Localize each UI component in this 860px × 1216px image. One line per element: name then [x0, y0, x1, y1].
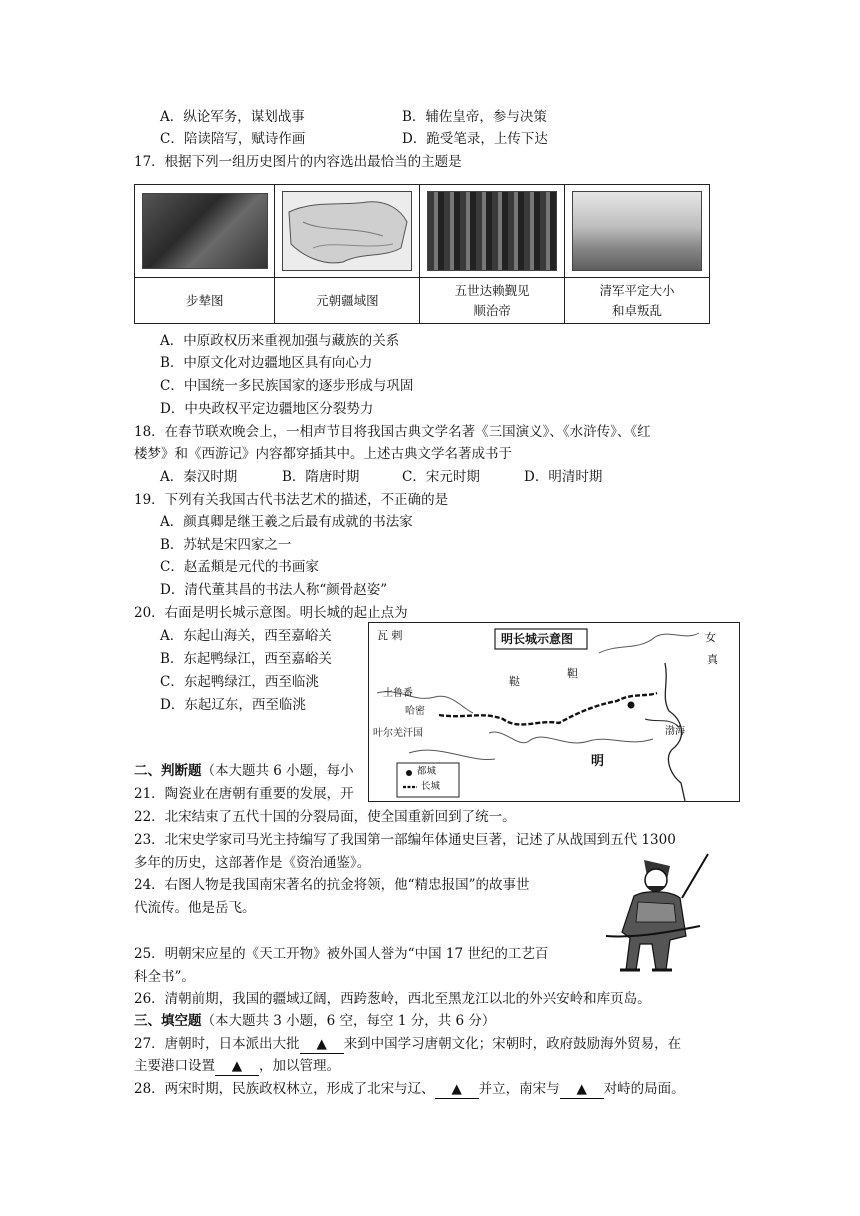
- qing-army-campaign-painting: [572, 191, 702, 271]
- q19-option-d: D．清代董其昌的书法人称“颜骨赵姿”: [160, 582, 388, 598]
- section2-desc: （本大题共 6 小题，每小: [201, 763, 354, 779]
- q27-text-part1: 27．唐朝时，日本派出大批: [134, 1036, 300, 1052]
- map-legend-capital: 都城: [417, 766, 437, 777]
- q20-option-d: D．东起辽东，西至临洮: [160, 697, 306, 713]
- q28-answer-blank-2[interactable]: ▲: [560, 1080, 604, 1099]
- caption-line: 元朝疆域图: [316, 292, 379, 308]
- section3-desc: （本大题共 3 小题，6 空，每空 1 分，共 6 分）: [201, 1013, 496, 1029]
- caption-line: 步辇图: [185, 292, 224, 308]
- map-legend-wall: 长城: [421, 781, 441, 792]
- q26-text: 26．清朝前期，我国的疆域辽阔，西跨葱岭，西北至黑龙江以北的外兴安岭和库页岛。: [134, 991, 651, 1007]
- q18-option-c: C．宋元时期: [402, 469, 480, 485]
- yuan-map-sketch: [283, 192, 411, 270]
- q28-line: [134, 1078, 685, 1100]
- q27-text-part2: 来到中国学习唐朝文化；宋朝时，政府鼓励海外贸易，在: [343, 1036, 682, 1052]
- section2-heading: 二、判断题: [134, 763, 202, 779]
- q16-option-b: B．辅佐皇帝，参与决策: [402, 109, 547, 125]
- q18-option-a: A．秦汉时期: [160, 469, 238, 485]
- dalai-lama-audience-painting: [427, 191, 557, 271]
- q20-option-b: B．东起鸭绿江，西至嘉峪关: [160, 651, 332, 667]
- q17-option-a: A．中原政权历来重视加强与藏族的关系: [160, 333, 400, 349]
- q18-line1: 18．在春节联欢晚会上，一相声节目将我国古典文学名著《三国演义》、《水浒传》、《红: [134, 424, 651, 440]
- q17-picture-table: [134, 184, 710, 324]
- q28-answer-blank-1[interactable]: ▲: [435, 1080, 479, 1099]
- map-label-dan: 靼: [567, 667, 578, 680]
- q16-option-c: C．陪读陪写，赋诗作画: [160, 131, 306, 147]
- map-label-nv: 女: [705, 631, 716, 644]
- q23-line2: 多年的历史，这部著作是《资治通鉴》。: [134, 855, 371, 871]
- q18-option-b: B．隋唐时期: [282, 469, 360, 485]
- q27-answer-blank-2[interactable]: ▲: [215, 1057, 259, 1076]
- q17-picture-cell-4: [565, 185, 710, 278]
- q25-line1: 25．明朝宋应星的《天工开物》被外国人誉为“中国 17 世纪的工艺百: [134, 946, 549, 962]
- q19-option-c: C．赵孟頫是元代的书画家: [160, 559, 319, 575]
- q17-picture-cell-1: [135, 185, 275, 278]
- q19-option-b: B．苏轼是宋四家之一: [160, 537, 292, 553]
- caption-line: 清军平定大小: [599, 282, 675, 298]
- q18-line2: 楼梦》和《西游记》内容都穿插其中。上述古典文学名著成书于: [134, 446, 512, 462]
- q28-text-part1: 28．两宋时期，民族政权林立，形成了北宋与辽、: [134, 1081, 435, 1097]
- map-label-bohai: 渤海: [665, 726, 685, 737]
- q18-option-d: D．明清时期: [524, 469, 603, 485]
- q27-line1: [134, 1033, 681, 1055]
- map-label-zhen: 真: [707, 653, 718, 666]
- q27-text-part3: 主要港口设置: [134, 1058, 215, 1074]
- section3-header: [134, 1010, 495, 1032]
- q22-text: 22．北宋结束了五代十国的分裂局面，使全国重新回到了统一。: [134, 809, 516, 825]
- q20-option-a: A．东起山海关，西至嘉峪关: [160, 628, 332, 644]
- q24-line2: 代流传。他是岳飞。: [134, 900, 256, 916]
- map-label-ming: 明: [591, 754, 605, 769]
- yue-fei-illustration: [600, 852, 712, 980]
- yuan-territory-map-image: [282, 191, 412, 271]
- q16-option-d: D．跪受笔录，上传下达: [402, 131, 548, 147]
- q17-picture-cell-2: [275, 185, 420, 278]
- caption-line: 五世达赖觐见: [454, 282, 530, 298]
- q17-caption-4: [565, 278, 710, 324]
- map-label-hami: 哈密: [405, 706, 425, 717]
- q19-stem: 19．下列有关我国古代书法艺术的描述，不正确的是: [134, 492, 449, 508]
- map-title: 明长城示意图: [501, 632, 574, 646]
- q17-caption-3: [420, 278, 565, 324]
- q17-option-b: B．中原文化对边疆地区具有向心力: [160, 355, 373, 371]
- map-label-da: 鞑: [509, 675, 520, 688]
- q27-text-part4: ，加以管理。: [259, 1058, 340, 1074]
- q17-stem: 17．根据下列一组历史图片的内容选出最恰当的主题是: [134, 154, 462, 170]
- caption-line: 顺治帝: [473, 302, 511, 318]
- q17-picture-cell-3: [420, 185, 565, 278]
- q17-option-c: C．中国统一多民族国家的逐步形成与巩固: [160, 378, 414, 394]
- q20-stem: 20．右面是明长城示意图。明长城的起止点为: [134, 605, 408, 621]
- q25-line2: 科全书”。: [134, 969, 195, 985]
- q16-option-a: A．纵论军务，谋划战事: [160, 109, 305, 125]
- ming-great-wall-map: [368, 622, 740, 802]
- section3-heading: 三、填空题: [134, 1013, 202, 1029]
- map-label-wala: 瓦 剌: [377, 629, 403, 642]
- q19-option-a: A．颜真卿是继王羲之后最有成就的书法家: [160, 514, 413, 530]
- q21-text: 21．陶瓷业在唐朝有重要的发展，开: [134, 786, 354, 802]
- q28-text-part3: 对峙的局面。: [603, 1081, 685, 1097]
- map-label-west: 叶尔羌汗国: [373, 728, 423, 739]
- q17-caption-1: [135, 278, 275, 324]
- map-label-tulufan: 土鲁番: [383, 688, 413, 699]
- q20-option-c: C．东起鸭绿江，西至临洮: [160, 674, 319, 690]
- q17-caption-2: [275, 278, 420, 324]
- q27-answer-blank-1[interactable]: ▲: [300, 1035, 344, 1054]
- q17-option-d: D．中央政权平定边疆地区分裂势力: [160, 401, 374, 417]
- q27-line2: [134, 1055, 340, 1077]
- q28-text-part2: 并立，南宋与: [478, 1081, 560, 1097]
- q23-line1: 23．北宋史学家司马光主持编写了我国第一部编年体通史巨著，记述了从战国到五代 1300: [134, 832, 676, 848]
- section2-header: [134, 760, 354, 782]
- buniantu-painting: [142, 193, 268, 269]
- q24-line1: 24．右图人物是我国南宋著名的抗金将领，他“精忠报国”的故事世: [134, 877, 530, 893]
- caption-line: 和卓叛乱: [612, 302, 663, 318]
